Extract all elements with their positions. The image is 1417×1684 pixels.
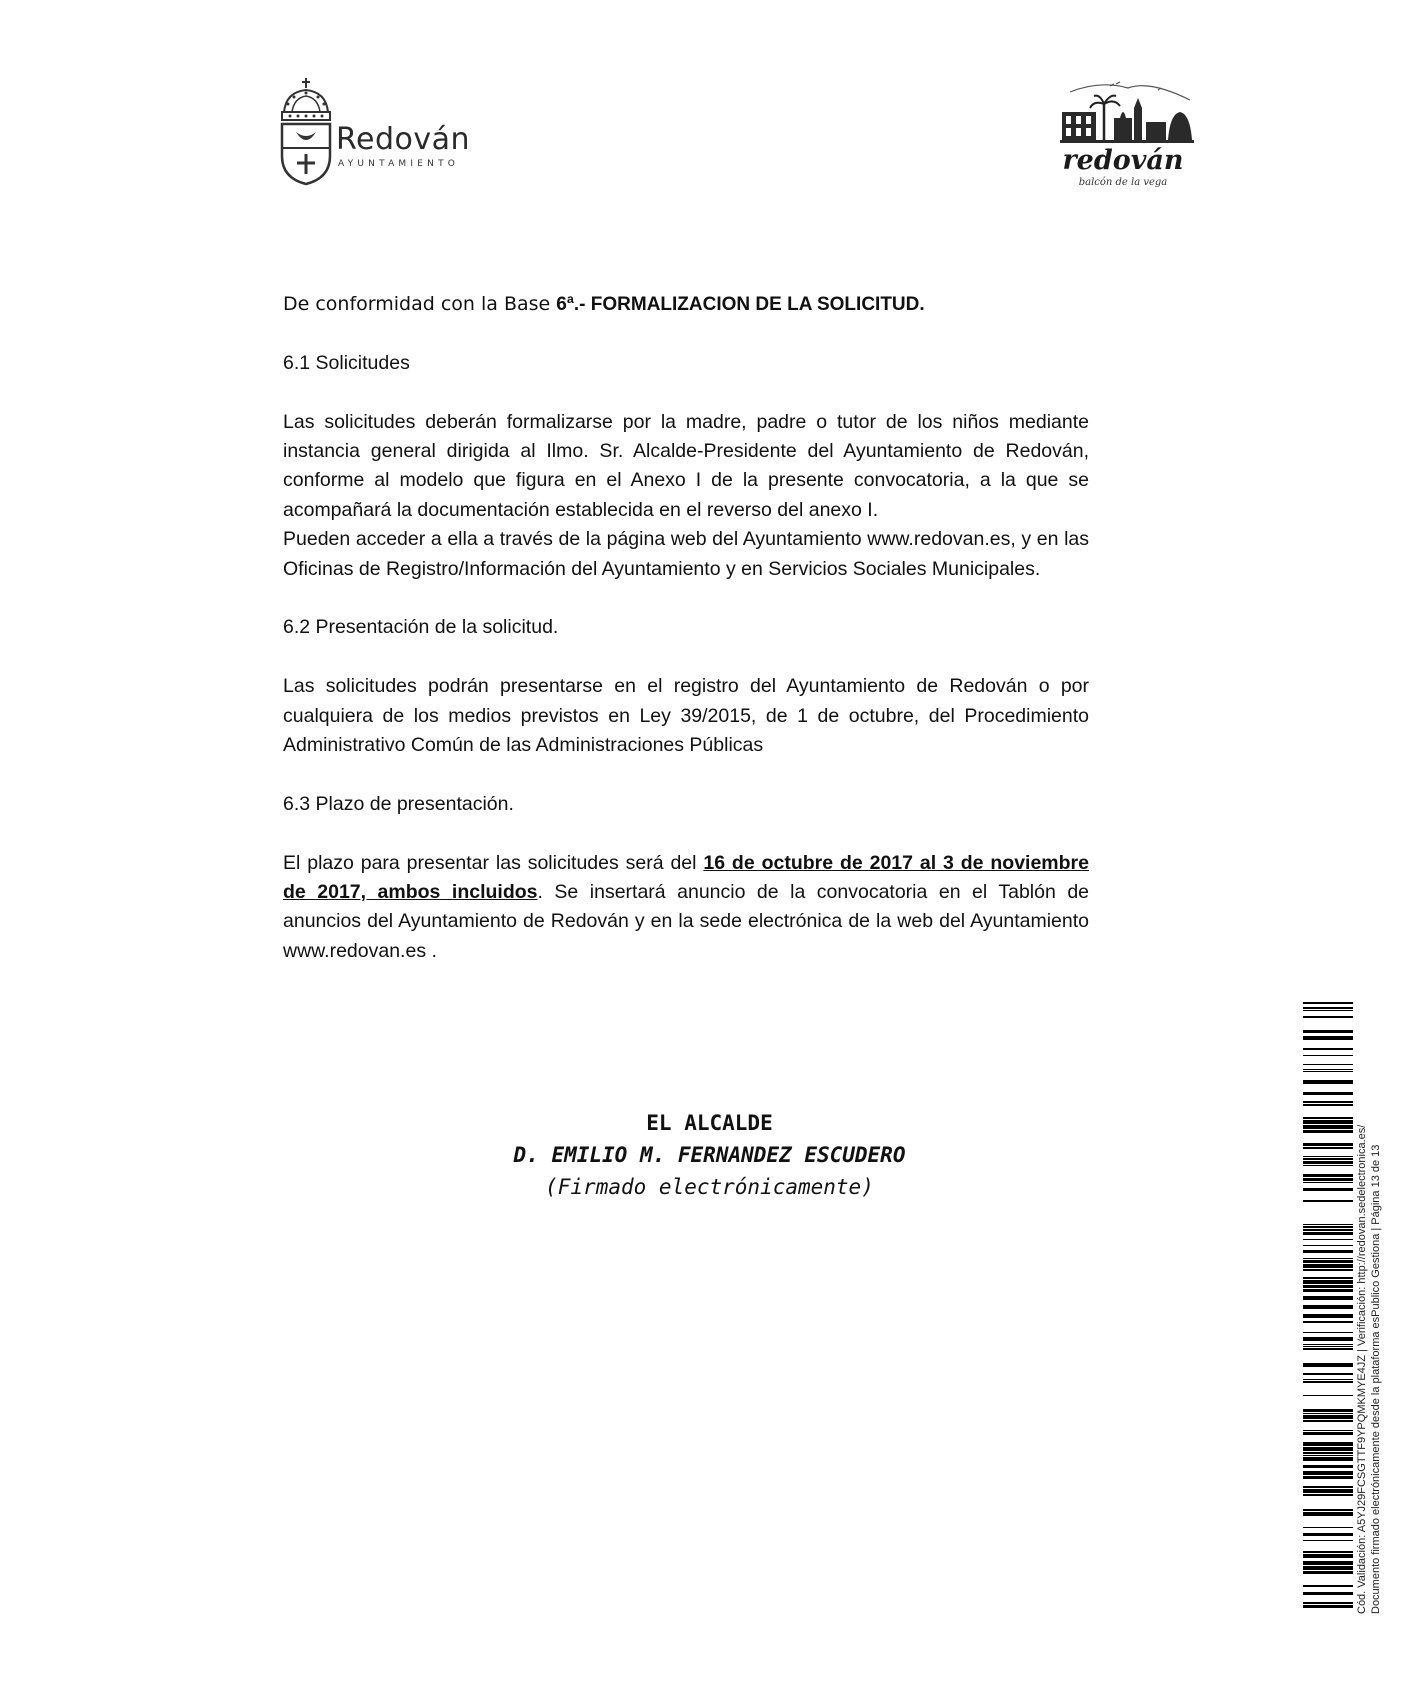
intro-prefix: De conformidad con la Base [283,293,557,315]
validation-platform-line: Documento firmado electrónicamente desde la plataforma esPublico Gestiona | Página 13 de 13 [1370,1144,1382,1614]
section-6-3-heading: 6.3 Plazo de presentación. [283,792,514,815]
deadline-prefix: El plazo para presentar las solicitudes será del [283,851,704,874]
town-landscape-icon [1050,78,1196,148]
signer-name: D. EMILIO M. FERNANDEZ ESCUDERO [513,1143,906,1167]
section-6-2-heading: 6.2 Presentación de la solicitud. [283,616,559,639]
signer-title: EL ALCALDE [646,1111,773,1135]
validation-text [1355,1002,1383,1614]
validation-code-line: Cód. Validación: A5YJ29FCSGTTF9YPQMKMYE4JZ | Verificación: http://redovan.sedelectronica.es/ [1356,1124,1368,1614]
validation-barcode-icon [1303,1002,1353,1614]
town-brand-name: redován [1062,145,1184,176]
section-6-1-paragraph-2: Pueden acceder a ella a través de la página web del Ayuntamiento www.redovan.es, y en las Oficinas de Registro/Información del Ayuntamiento y en Servicios Sociales Municipales. [283,528,1089,580]
deadline-suffix: . Se insertará anuncio de la convocatoria en el Tablón de anuncios del Ayuntamiento de Redován y en la sede electrónica de la web del Ayuntamiento www.redovan.es . [283,881,1090,962]
section-6-1-paragraph-1: Las solicitudes deberán formalizarse por la madre, padre o tutor de los niños mediante instancia general dirigida al Ilmo. Sr. Alcalde-Presidente del Ayuntamiento de Redován, conforme al modelo que figura en el Anexo I de la presente convocatoria, a la que se acompañará la documentación establecida en el reverso del anexo I. [283,410,1089,521]
intro-paragraph [283,290,1089,319]
signature-note: (Firmado electrónicamente) [545,1175,874,1199]
town-brand-logo [1050,78,1196,192]
signature-block [283,1107,1136,1203]
town-brand-tagline: balcón de la vega [1078,177,1168,188]
document-body [283,290,1089,966]
section-6-2-paragraph: Las solicitudes podrán presentarse en el registro del Ayuntamiento de Redován o por cualquiera de los medios previstos en Ley 39/2015, de 1 de octubre, del Procedimiento Administrativo Común de las Administraciones Públicas [283,675,1089,757]
base-heading: 6ª.- FORMALIZACION DE LA SOLICITUD. [556,294,925,315]
ayuntamiento-name: Redován [336,122,471,157]
ayuntamiento-logo [278,78,478,186]
section-6-1-heading: 6.1 Solicitudes [283,351,410,374]
ayuntamiento-subtitle: AYUNTAMIENTO [338,159,460,169]
section-6-3-paragraph [283,849,1089,967]
deadline-dates: 16 de octubre de 2017 al 3 de noviembre de 2017, ambos incluidos [283,851,1089,904]
coat-of-arms-icon [278,78,334,186]
